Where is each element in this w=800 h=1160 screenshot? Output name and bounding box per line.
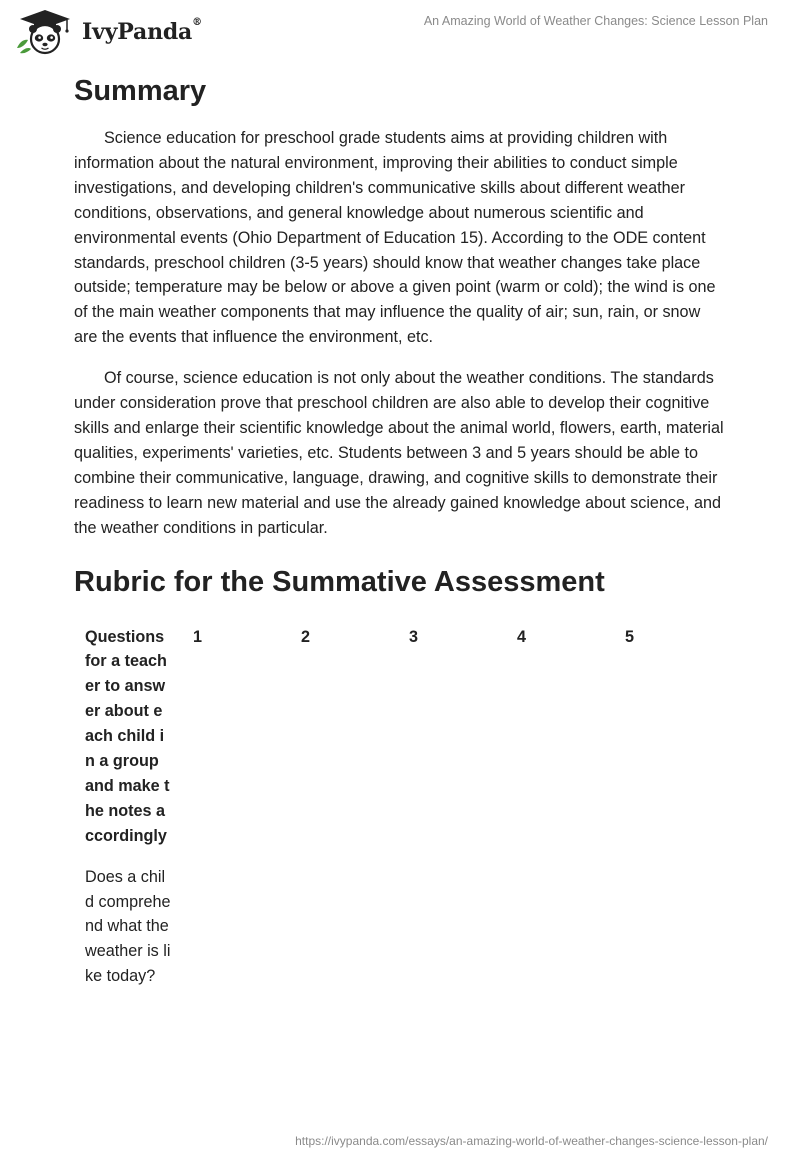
- panda-graduate-icon: [14, 8, 76, 56]
- summary-heading: Summary: [74, 75, 207, 107]
- brand-name: IvyPanda®: [82, 17, 202, 45]
- summary-paragraph-2: Of course, science education is not only about the weather conditions. The standards under consideration prove that preschool children are also able to develop their cognitive skills and enlarge their scientific knowledge about the animal world, flowers, earth, material qualities, experiments' varieties, etc. Students between 3 and 5 years should be able to combine their communicative, language, drawing, and cognitive skills to demonstrate their readiness to learn new material and use the already gained knowledge about science, and the weather conditions in particular.: [74, 369, 724, 537]
- ivypanda-logo[interactable]: [14, 8, 202, 56]
- score-cell-4: [506, 865, 614, 1006]
- question-cell: Does a child comprehend what the weather is like today?: [85, 867, 171, 986]
- page-header: [0, 0, 800, 64]
- rubric-table: [74, 625, 722, 1006]
- column-header-2: 2: [301, 627, 311, 646]
- score-cell-5: [614, 865, 722, 1006]
- score-cell-3: [398, 865, 506, 1006]
- summary-paragraph-1: Science education for preschool grade students aims at providing children with information about the natural environment, improving their abilities to conduct simple investigations, and developing children's communicative skills about different weather conditions, observations, and general knowledge about numerous scientific and environmental events (Ohio Department of Education 15). According to the ODE content standards, preschool children (3-5 years) should know that weather changes take place outside; temperature may be below or above a given point (warm or cold); the wind is one of the main weather components that may influence the quality of air; sun, rain, or snow are the events that influence the environment, etc.: [74, 129, 716, 347]
- column-header-1: 1: [193, 627, 203, 646]
- essay-content: [74, 72, 724, 1005]
- document-title: An Amazing World of Weather Changes: Science Lesson Plan: [423, 14, 768, 28]
- table-row: [74, 865, 722, 1006]
- column-header-questions: Questions for a teacher to answer about each child in a group and make the notes accordingly: [85, 627, 170, 845]
- column-header-4: 4: [517, 627, 527, 646]
- score-cell-2: [290, 865, 398, 1006]
- source-url[interactable]: https://ivypanda.com/essays/an-amazing-world-of-weather-changes-science-lesson-plan/: [295, 1134, 768, 1148]
- column-header-3: 3: [409, 627, 419, 646]
- score-cell-1: [182, 865, 290, 1006]
- registered-mark: ®: [192, 17, 202, 28]
- column-header-5: 5: [625, 627, 635, 646]
- rubric-heading: Rubric for the Summative Assessment: [74, 565, 605, 598]
- table-header-row: [74, 625, 722, 865]
